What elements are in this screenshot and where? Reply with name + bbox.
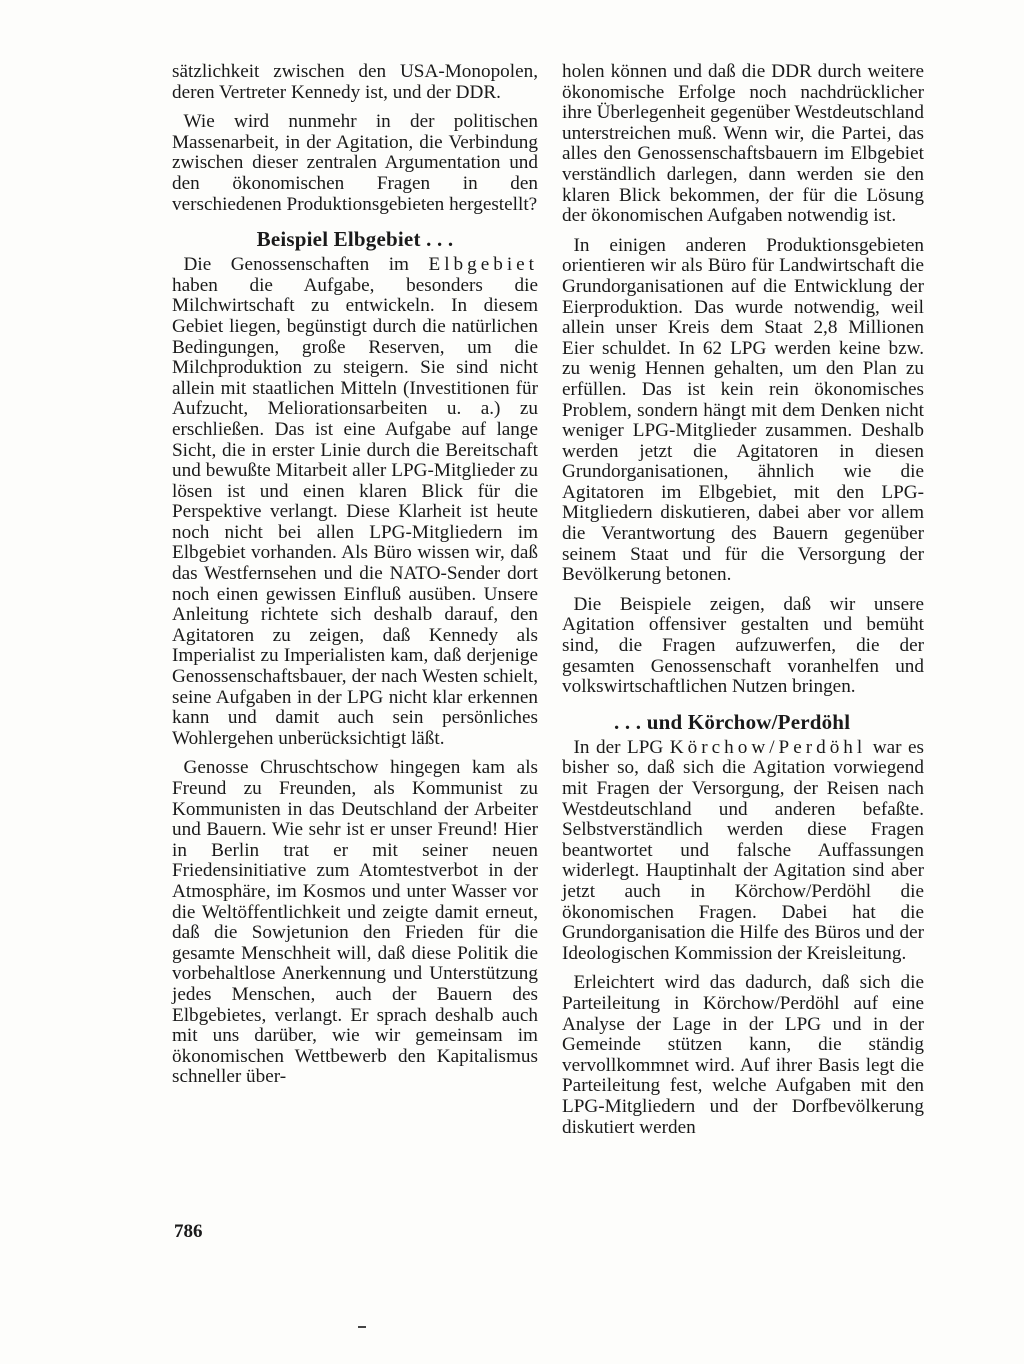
paragraph: Genosse Chruschtschow hingegen kam als Freund zu Freunden, als Kommunist zu Kommunisten in das Deutschland der Arbeiter und Bauern. Wie sehr ist er unser Freund! Hier in Berlin trat er mit seiner neuen Friedensinitiative zum Atomtestverbot in der Atmosphäre, im Kosmos und unter Wasser vor die Weltöffentlichkeit und zeigte damit erneut, daß die Sowjetunion den Frieden für die gesamte Menschheit will, daß diese Politik die vorbehaltlose Anerkennung und Unterstützung jedes Menschen, auch der Bauern des Elbgebietes, verlangt. Er sprach deshalb auch mit uns darüber, wie wir gemeinsam im ökonomischen Wettbewerb den Kapitalismus schneller über- <box>172 757 538 1088</box>
paragraph-text: Die Genossenschaften im <box>183 254 429 276</box>
paragraph: holen können und daß die DDR durch weitere ökonomische Erfolge noch nachdrücklicher ihre Überlegenheit gegenüber Westdeutschland unterstreichen muß. Wenn wir, die Partei, das alles den Genossenschaftsbauern im Elbgebiet verständlich darlegen, dann werden sie den klaren Blick bekommen, der für die Lösung der ökonomischen Aufgaben notwendig ist. <box>562 61 924 227</box>
paragraph-text: haben die Aufgabe, besonders die Milchwirtschaft zu entwickeln. In diesem Gebiet liegen, begünstigt durch die natürlichen Bedingungen, große Reserven, um die Milchproduktion zu steigern. Sie sind nicht allein mit staatlichen Mitteln (Investitionen für Aufzucht, Meliorationsarbeiten u. a.) zu erschließen. Das ist eine Aufgabe auf lange Sicht, die in erster Linie durch die Bereitschaft und bewußte Mitarbeit aller LPG-Mitglieder zu lösen ist und einen klaren Blick für die Perspektive verlangt. Diese Klarheit ist heute noch nicht bei allen LPG-Mitgliedern im Elbgebiet vorhanden. Als Büro wissen wir, daß das Westfernsehen und die NATO-Sender dort noch einen gewissen Einfluß ausüben. Unsere Anleitung richtete sich deshalb darauf, den Agitatoren zu zeigen, daß Kennedy als Imperialist zu Imperialisten kam, daß derjenige Genossenschaftsbauer, der nach Westen schielt, seine Aufgaben in der LPG nicht klar erkennen kann und damit auch sein persönliches Wohlergehen unberücksichtigt läßt. <box>172 274 538 749</box>
paragraph: Wie wird nunmehr in der politischen Massenarbeit, in der Agitation, die Verbindung zwischen dieser zentralen Argumentation und den ökonomischen Fragen in den verschiedenen Produktionsgebieten hergestellt? <box>172 111 538 215</box>
page-number: 786 <box>174 1221 203 1242</box>
paragraph <box>562 738 924 965</box>
paragraph: Die Beispiele zeigen, daß wir unsere Agitation offensiver gestalten und bemüht sind, die Fragen aufzuwerfen, die der gesamten Genossenschaft voranhelfen und volkswirtschaftlichen Nutzen bringen. <box>562 593 924 698</box>
spaced-text: Elbgebiet <box>428 254 538 276</box>
section-heading: Beispiel Elbgebiet . . . <box>256 227 454 252</box>
left-column <box>172 62 538 1097</box>
paragraph: In einigen anderen Produktionsgebieten orientieren wir als Büro für Landwirtschaft die Grundorganisationen auf die Entwicklung der Eierproduktion. Das wurde notwendig, weil allein unser Kreis dem Staat 2,8 Millionen Eier schuldet. In 62 LPG werden keine bzw. zu wenig Hennen gehalten, um den Plan zu erfüllen. Das ist kein rein ökonomisches Problem, sondern hängt mit dem Denken nicht weniger LPG-Mitglieder zusammen. Deshalb werden jetzt die Agitatoren in diesen Grundorganisationen, ähnlich wie die Agitatoren im Elbgebiet, mit den LPG-Mitgliedern diskutieren, dabei aber vor allem die Verantwortung des Bauern gegenüber seinem Staat und für die Versorgung der Bevölkerung betonen. <box>562 234 924 586</box>
spaced-text: Körchow/Perdöhl <box>669 736 867 758</box>
right-column <box>562 62 924 1147</box>
paragraph: Erleichtert wird das dadurch, daß sich die Parteileitung in Körchow/Perdöhl auf eine Analyse der Lage in der LPG und in der Gemeinde stützen kann, die ständig vervollkommnet wird. Auf ihrer Basis legt die Parteileitung fest, welche Aufgaben mit den LPG-Mitgliedern und der Dorfbevölkerung diskutiert werden <box>562 972 924 1138</box>
paragraph-text: In der LPG <box>573 736 670 758</box>
paragraph <box>172 255 538 749</box>
paragraph-text: war es bisher so, daß sich die Agitation vorwiegend mit Fragen der Versorgung, der Reisen nach Westdeutschland und anderen befaßte. Selbstverständlich werden diese Fragen beantwortet und falsche Auffassungen widerlegt. Hauptinhalt der Agitation sind aber jetzt auch in Körchow/Perdöhl die ökonomischen Fragen. Dabei hat die Grundorganisation die Hilfe des Büros und der Ideologischen Kommission der Kreisleitung. <box>562 736 924 964</box>
paragraph: sätzlichkeit zwischen den USA-Monopolen, deren Vertreter Kennedy ist, und der DDR. <box>172 61 538 103</box>
section-heading: . . . und Körchow/Perdöhl <box>614 709 851 734</box>
print-speck <box>358 1326 366 1328</box>
